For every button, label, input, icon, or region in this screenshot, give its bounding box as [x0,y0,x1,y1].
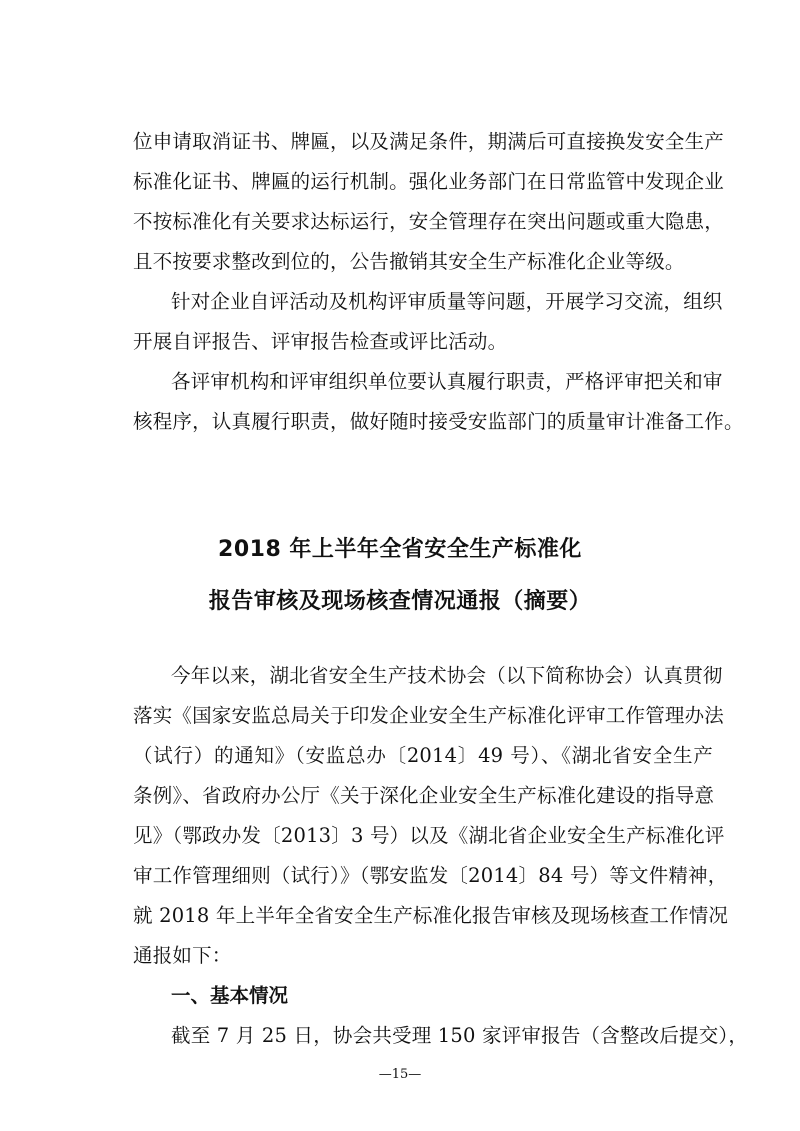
report-title-line-1: 2018 年上半年全省安全生产标准化 [218,537,582,562]
text-line: （试行）的通知》（安监总办〔2014〕49 号）、《湖北省安全生产 [133,744,713,767]
text-line: 今年以来，湖北省安全生产技术协会（以下简称协会）认真贯彻 [171,664,723,687]
text-line: 通报如下： [133,944,232,967]
text-line: 不按标准化有关要求达标运行，安全管理存在突出问题或重大隐患， [133,210,725,233]
text-line: 位申请取消证书、牌匾，以及满足条件，期满后可直接换发安全生产 [133,130,725,153]
text-line: 落实《国家安监总局关于印发企业安全生产标准化评审工作管理办法 [133,704,725,727]
text-line: 核程序，认真履行职责，做好随时接受安监部门的质量审计准备工作。 [133,410,744,433]
section-1-heading: 一、基本情况 [171,984,289,1007]
section-1-first-line: 截至 7 月 25 日，协会共受理 150 家评审报告（含整改后提交）， [171,1024,749,1047]
text-line: 针对企业自评活动及机构评审质量等问题，开展学习交流，组织 [171,290,723,313]
text-line: 开展自评报告、评审报告检查或评比活动。 [133,330,508,353]
text-line: 且不按要求整改到位的，公告撤销其安全生产标准化企业等级。 [133,250,685,273]
report-title-line-2: 报告审核及现场核查情况通报（摘要） [208,589,592,614]
text-line: 各评审机构和评审组织单位要认真履行职责，严格评审把关和审 [171,370,723,393]
text-line: 条例》、省政府办公厅《关于深化企业安全生产标准化建设的指导意 [133,784,715,807]
page-number: —15— [378,1067,422,1082]
text-line: 就 2018 年上半年全省安全生产标准化报告审核及现场核查工作情况 [133,904,729,927]
text-line: 见》（鄂政办发〔2013〕3 号）以及《湖北省企业安全生产标准化评 [133,824,725,847]
text-line: 标准化证书、牌匾的运行机制。强化业务部门在日常监管中发现企业 [133,170,725,193]
text-line: 审工作管理细则（试行）》（鄂安监发〔2014〕84 号）等文件精神， [133,864,728,887]
